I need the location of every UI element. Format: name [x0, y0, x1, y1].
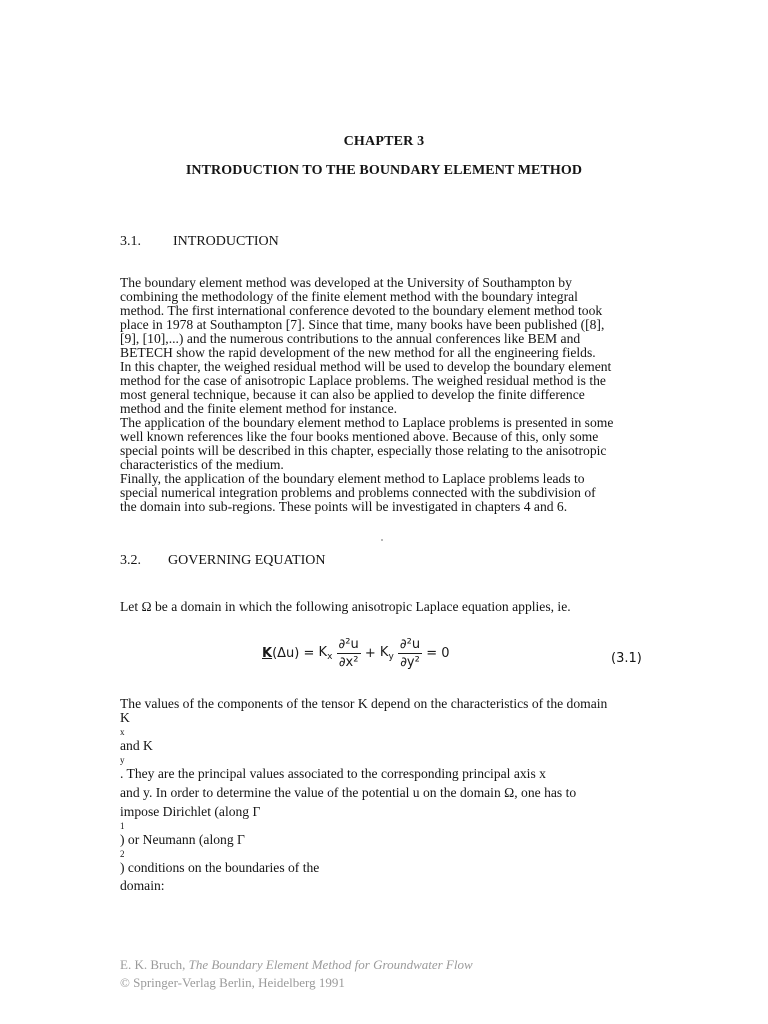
section-title: INTRODUCTION: [173, 234, 279, 249]
paragraph-line: The application of the boundary element method to Laplace problems is presented in some: [120, 415, 614, 430]
paragraph-line: Finally, the application of the boundary element method to Laplace problems leads to: [120, 471, 585, 486]
paragraph-line: combining the methodology of the finite element method with the boundary integral: [120, 289, 578, 304]
paragraph-line: well known references like the four books mentioned above. Because of this, only some: [120, 429, 599, 444]
paragraph-line: the domain into sub-regions. These points will be investigated in chapters 4 and 6.: [120, 499, 568, 514]
equation-rhs: = 0: [426, 646, 450, 661]
paragraph-line: BETECH show the rapid development of the new method for all the engineering fields.: [120, 345, 596, 360]
chapter-label: CHAPTER 3: [343, 134, 425, 149]
paragraph-line: method. The first international conference devoted to the boundary element method took: [120, 303, 603, 318]
paragraph-line: method for the case of anisotropic Laplace problems. The weighed residual method is the: [120, 373, 606, 388]
equation-lhs-argument: (Δu): [272, 646, 300, 661]
laplace-equation: [262, 636, 522, 682]
paragraph-line: In this chapter, the weighed residual method will be used to develop the boundary element: [120, 359, 612, 374]
tensor-symbol: K: [262, 646, 273, 661]
paragraph-line: The values of the components of the tensor K depend on the characteristics of the domain: [120, 696, 608, 711]
fraction-denominator: ∂x²: [338, 655, 359, 670]
section-number: 3.2.: [120, 553, 141, 568]
paragraph-line: K x and K y . They are the principal values associated to the corresponding principal axis x: [120, 710, 546, 781]
fraction-x: [337, 636, 361, 671]
paragraph-line: special points will be described in this chapter, especially those relating to the anisotropic: [120, 443, 607, 458]
footer-book-title: The Boundary Element Method for Groundwater Flow: [188, 957, 473, 972]
paragraph-line: domain:: [120, 878, 165, 893]
paragraph-line: place in 1978 at Southampton [7]. Since that time, many books have been published ([8],: [120, 317, 605, 332]
fraction-denominator: ∂y²: [400, 655, 420, 670]
section-number: 3.1.: [120, 234, 141, 249]
paragraph-line: characteristics of the medium.: [120, 457, 284, 472]
paragraph-line: [9], [10],...) and the numerous contributions to the annual conferences like BEM and: [120, 331, 581, 346]
footer-citation: [120, 956, 473, 992]
paragraph-line: The boundary element method was developed at the University of Southampton by: [120, 275, 572, 290]
coefficient-kx: $K_x$: [318, 645, 333, 662]
footer-publisher: © Springer-Verlag Berlin, Heidelberg 1991: [120, 975, 345, 990]
paragraph-line: special numerical integration problems and problems connected with the subdivision of: [120, 485, 596, 500]
fraction-numerator: ∂²u: [399, 637, 421, 652]
equation-intro-line: Let Ω be a domain in which the following anisotropic Laplace equation applies, ie.: [120, 599, 571, 614]
paragraph-line: method and the finite element method for instance.: [120, 401, 398, 416]
introduction-paragraphs: [120, 276, 645, 514]
chapter-title: INTRODUCTION TO THE BOUNDARY ELEMENT METHOD: [185, 163, 583, 178]
fraction-numerator: ∂²u: [338, 637, 359, 652]
footer-author-line: E. K. Bruch, The Boundary Element Method for Groundwater Flow: [120, 957, 473, 972]
section-title: GOVERNING EQUATION: [168, 553, 326, 568]
plus-sign: +: [364, 646, 376, 661]
paragraph-line: most general technique, because it can also be applied to develop the finite difference: [120, 387, 585, 402]
coefficient-ky: $K_y$: [379, 645, 394, 662]
tensor-paragraph: [120, 697, 645, 893]
paragraph-line: impose Dirichlet (along Γ 1 ) or Neumann (along Γ 2 ) conditions on the boundaries of the: [120, 804, 320, 875]
fraction-y: [398, 636, 422, 671]
equals-sign: =: [303, 646, 315, 661]
paragraph-line: and y. In order to determine the value of the potential u on the domain Ω, one has to: [120, 785, 577, 800]
equation-number: (3.1): [611, 651, 642, 666]
scan-speck: [381, 539, 383, 541]
